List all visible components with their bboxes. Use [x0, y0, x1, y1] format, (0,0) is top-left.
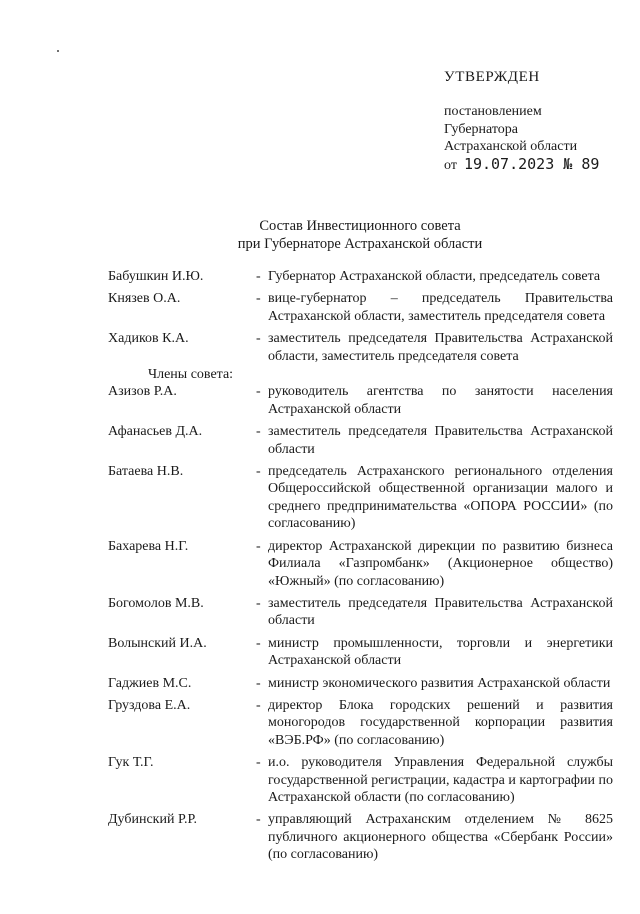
- member-row: [108, 754, 613, 806]
- member-name: Батаева Н.В.: [108, 464, 184, 480]
- member-row: [108, 423, 613, 458]
- member-name: Бабушкин И.Ю.: [108, 269, 204, 284]
- approved-heading: УТВЕРЖДЕН: [444, 69, 540, 85]
- approval-line-decree: постановлением: [444, 104, 542, 119]
- list-dash: -: [256, 697, 261, 713]
- approval-line-governor: Губернатора: [444, 121, 519, 137]
- member-name: Князев О.А.: [108, 291, 181, 307]
- member-name: Дубинский Р.Р.: [108, 812, 198, 828]
- list-dash: -: [256, 675, 261, 691]
- member-row: [108, 675, 613, 692]
- document-title: [210, 217, 510, 253]
- list-dash: -: [256, 812, 261, 828]
- list-dash: -: [256, 595, 261, 611]
- member-name: Гаджиев М.С.: [108, 675, 192, 691]
- member-name: Волынский И.А.: [108, 635, 207, 651]
- list-dash: -: [256, 464, 261, 480]
- member-role: директор Астраханской дирекции по развитию бизнеса Филиала «Газпромбанк» (Акционерное общество) «Южный» (по согласованию): [268, 538, 613, 589]
- list-dash: -: [256, 384, 261, 400]
- member-role: управляющий Астраханским отделением № 8625 публичного акционерного общества «Сбербанк России» (по согласованию): [268, 812, 613, 863]
- member-row: [108, 697, 613, 749]
- member-name: Гук Т.Г.: [108, 755, 154, 771]
- date-prefix: от: [444, 157, 457, 173]
- member-row: [108, 811, 613, 863]
- list-dash: -: [256, 291, 261, 307]
- member-row: [108, 290, 613, 325]
- member-row: [108, 595, 613, 630]
- date-and-number: 19.07.2023 № 89: [463, 154, 600, 173]
- list-dash: -: [256, 635, 261, 651]
- member-role: вице-губернатор – председатель Правительства Астраханской области, заместитель председателя совета: [268, 291, 613, 324]
- approval-date-line: [444, 156, 634, 175]
- member-role: министр экономического развития Астраханской области: [268, 675, 611, 691]
- member-row: [108, 538, 613, 590]
- list-dash: -: [256, 269, 261, 284]
- approval-stamp-block: [444, 68, 634, 174]
- member-row: [108, 330, 613, 365]
- member-role: заместитель председателя Правительства Астраханской области: [268, 595, 613, 629]
- member-name: Бахарева Н.Г.: [108, 538, 189, 554]
- member-role: председатель Астраханского регионального отделения Общероссийской общественной организации малого и среднего предпринимательства «ОПОРА РОССИИ» (по согласованию): [268, 464, 613, 532]
- member-name: Хадиков К.А.: [108, 331, 189, 347]
- member-role: директор Блока городских решений и развития моногородов государственной корпорации развития «ВЭБ.РФ» (по согласованию): [268, 697, 613, 748]
- title-line-1: Состав Инвестиционного совета: [259, 218, 461, 234]
- member-name: Богомолов М.В.: [108, 595, 204, 611]
- member-role: руководитель агентства по занятости населения Астраханской области: [268, 384, 613, 417]
- scan-speck: [57, 50, 59, 52]
- council-composition-list: [108, 268, 613, 869]
- member-name: Азизов Р.А.: [108, 384, 177, 400]
- member-role: министр промышленности, торговли и энергетики Астраханской области: [268, 635, 613, 669]
- list-dash: -: [256, 755, 261, 771]
- member-name: Афанасьев Д.А.: [108, 424, 203, 440]
- approval-line-region: Астраханской области: [444, 139, 578, 154]
- member-role: Губернатор Астраханской области, председатель совета: [268, 269, 601, 284]
- list-dash: -: [256, 538, 261, 554]
- member-role: заместитель председателя Правительства Астраханской области, заместитель председателя совета: [268, 331, 613, 364]
- member-name: Груздова Е.А.: [108, 697, 191, 713]
- member-row: [108, 383, 613, 418]
- member-role: заместитель председателя Правительства Астраханской области: [268, 424, 613, 457]
- list-dash: -: [256, 331, 261, 347]
- list-dash: -: [256, 424, 261, 440]
- member-row: [108, 463, 613, 533]
- members-heading: Члены совета:: [148, 367, 234, 383]
- title-line-2: при Губернаторе Астраханской области: [237, 236, 483, 252]
- member-role: и.о. руководителя Управления Федеральной службы государственной регистрации, кадастра и картографии по Астраханской области (по согласованию): [268, 755, 613, 805]
- member-row: [108, 268, 613, 285]
- member-row: [108, 635, 613, 670]
